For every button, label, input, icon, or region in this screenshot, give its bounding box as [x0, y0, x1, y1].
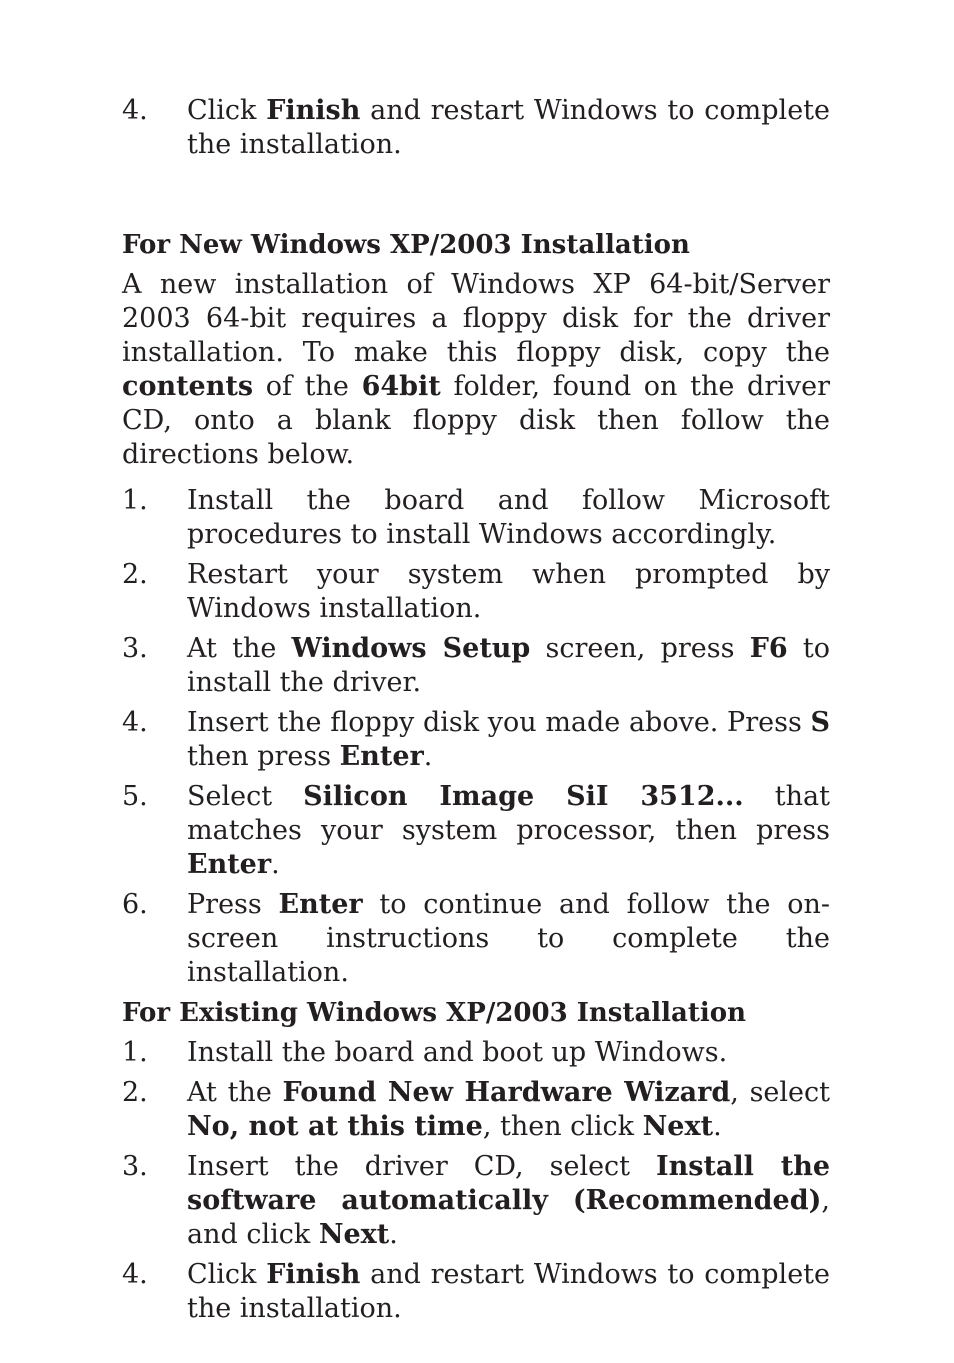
list-item	[122, 1076, 830, 1144]
list-item	[122, 1258, 830, 1326]
step-text: Insert the driver CD, select Install the software automatically (Recommended), and click Next.	[187, 1151, 831, 1250]
step-number: 2.	[122, 1077, 148, 1108]
step-text: At the Found New Hardware Wizard, select No, not at this time, then click Next.	[187, 1077, 830, 1142]
list-item	[122, 888, 830, 990]
step-number: 5.	[122, 781, 148, 812]
list-item	[122, 1036, 830, 1070]
step-text: Install the board and follow Microsoft procedures to install Windows accordingly.	[187, 485, 830, 550]
step-text: At the Windows Setup screen, press F6 to install the driver.	[187, 633, 830, 698]
step-text: Click Finish and restart Windows to complete the installation.	[187, 95, 831, 160]
step-number: 6.	[122, 889, 148, 920]
step-number: 3.	[122, 1151, 148, 1182]
step-number: 4.	[122, 1259, 148, 1290]
step-number: 1.	[122, 1037, 148, 1068]
step-text: Click Finish and restart Windows to complete the installation.	[187, 1259, 831, 1324]
step-text: Select Silicon Image SiI 3512... that matches your system processor, then press Enter.	[187, 781, 830, 880]
step-text: Insert the floppy disk you made above. Press S then press Enter.	[187, 707, 830, 772]
step-text: Install the board and boot up Windows.	[187, 1037, 728, 1068]
step-number: 2.	[122, 559, 148, 590]
step-text: Press Enter to continue and follow the on-screen instructions to complete the installation.	[187, 889, 831, 988]
list-item	[122, 484, 830, 552]
step-number: 4.	[122, 707, 148, 738]
section-paragraph: A new installation of Windows XP 64-bit/Server 2003 64-bit requires a floppy disk for the driver installation. To make this floppy disk, copy the contents of the 64bit folder, found on the driver CD, onto a blank floppy disk then follow the directions below.	[122, 269, 831, 470]
list-item	[122, 780, 830, 882]
section-heading: For Existing Windows XP/2003 Installation	[122, 998, 747, 1028]
step-number: 1.	[122, 485, 148, 516]
list-item	[122, 94, 830, 162]
step-text: Restart your system when prompted by Windows installation.	[187, 559, 830, 624]
step-number: 3.	[122, 633, 148, 664]
list-item	[122, 632, 830, 700]
list-item	[122, 706, 830, 774]
section-heading: For New Windows XP/2003 Installation	[122, 230, 690, 260]
list-item	[122, 558, 830, 626]
list-item	[122, 1150, 830, 1252]
document-page	[122, 94, 830, 1332]
step-number: 4.	[122, 95, 148, 126]
